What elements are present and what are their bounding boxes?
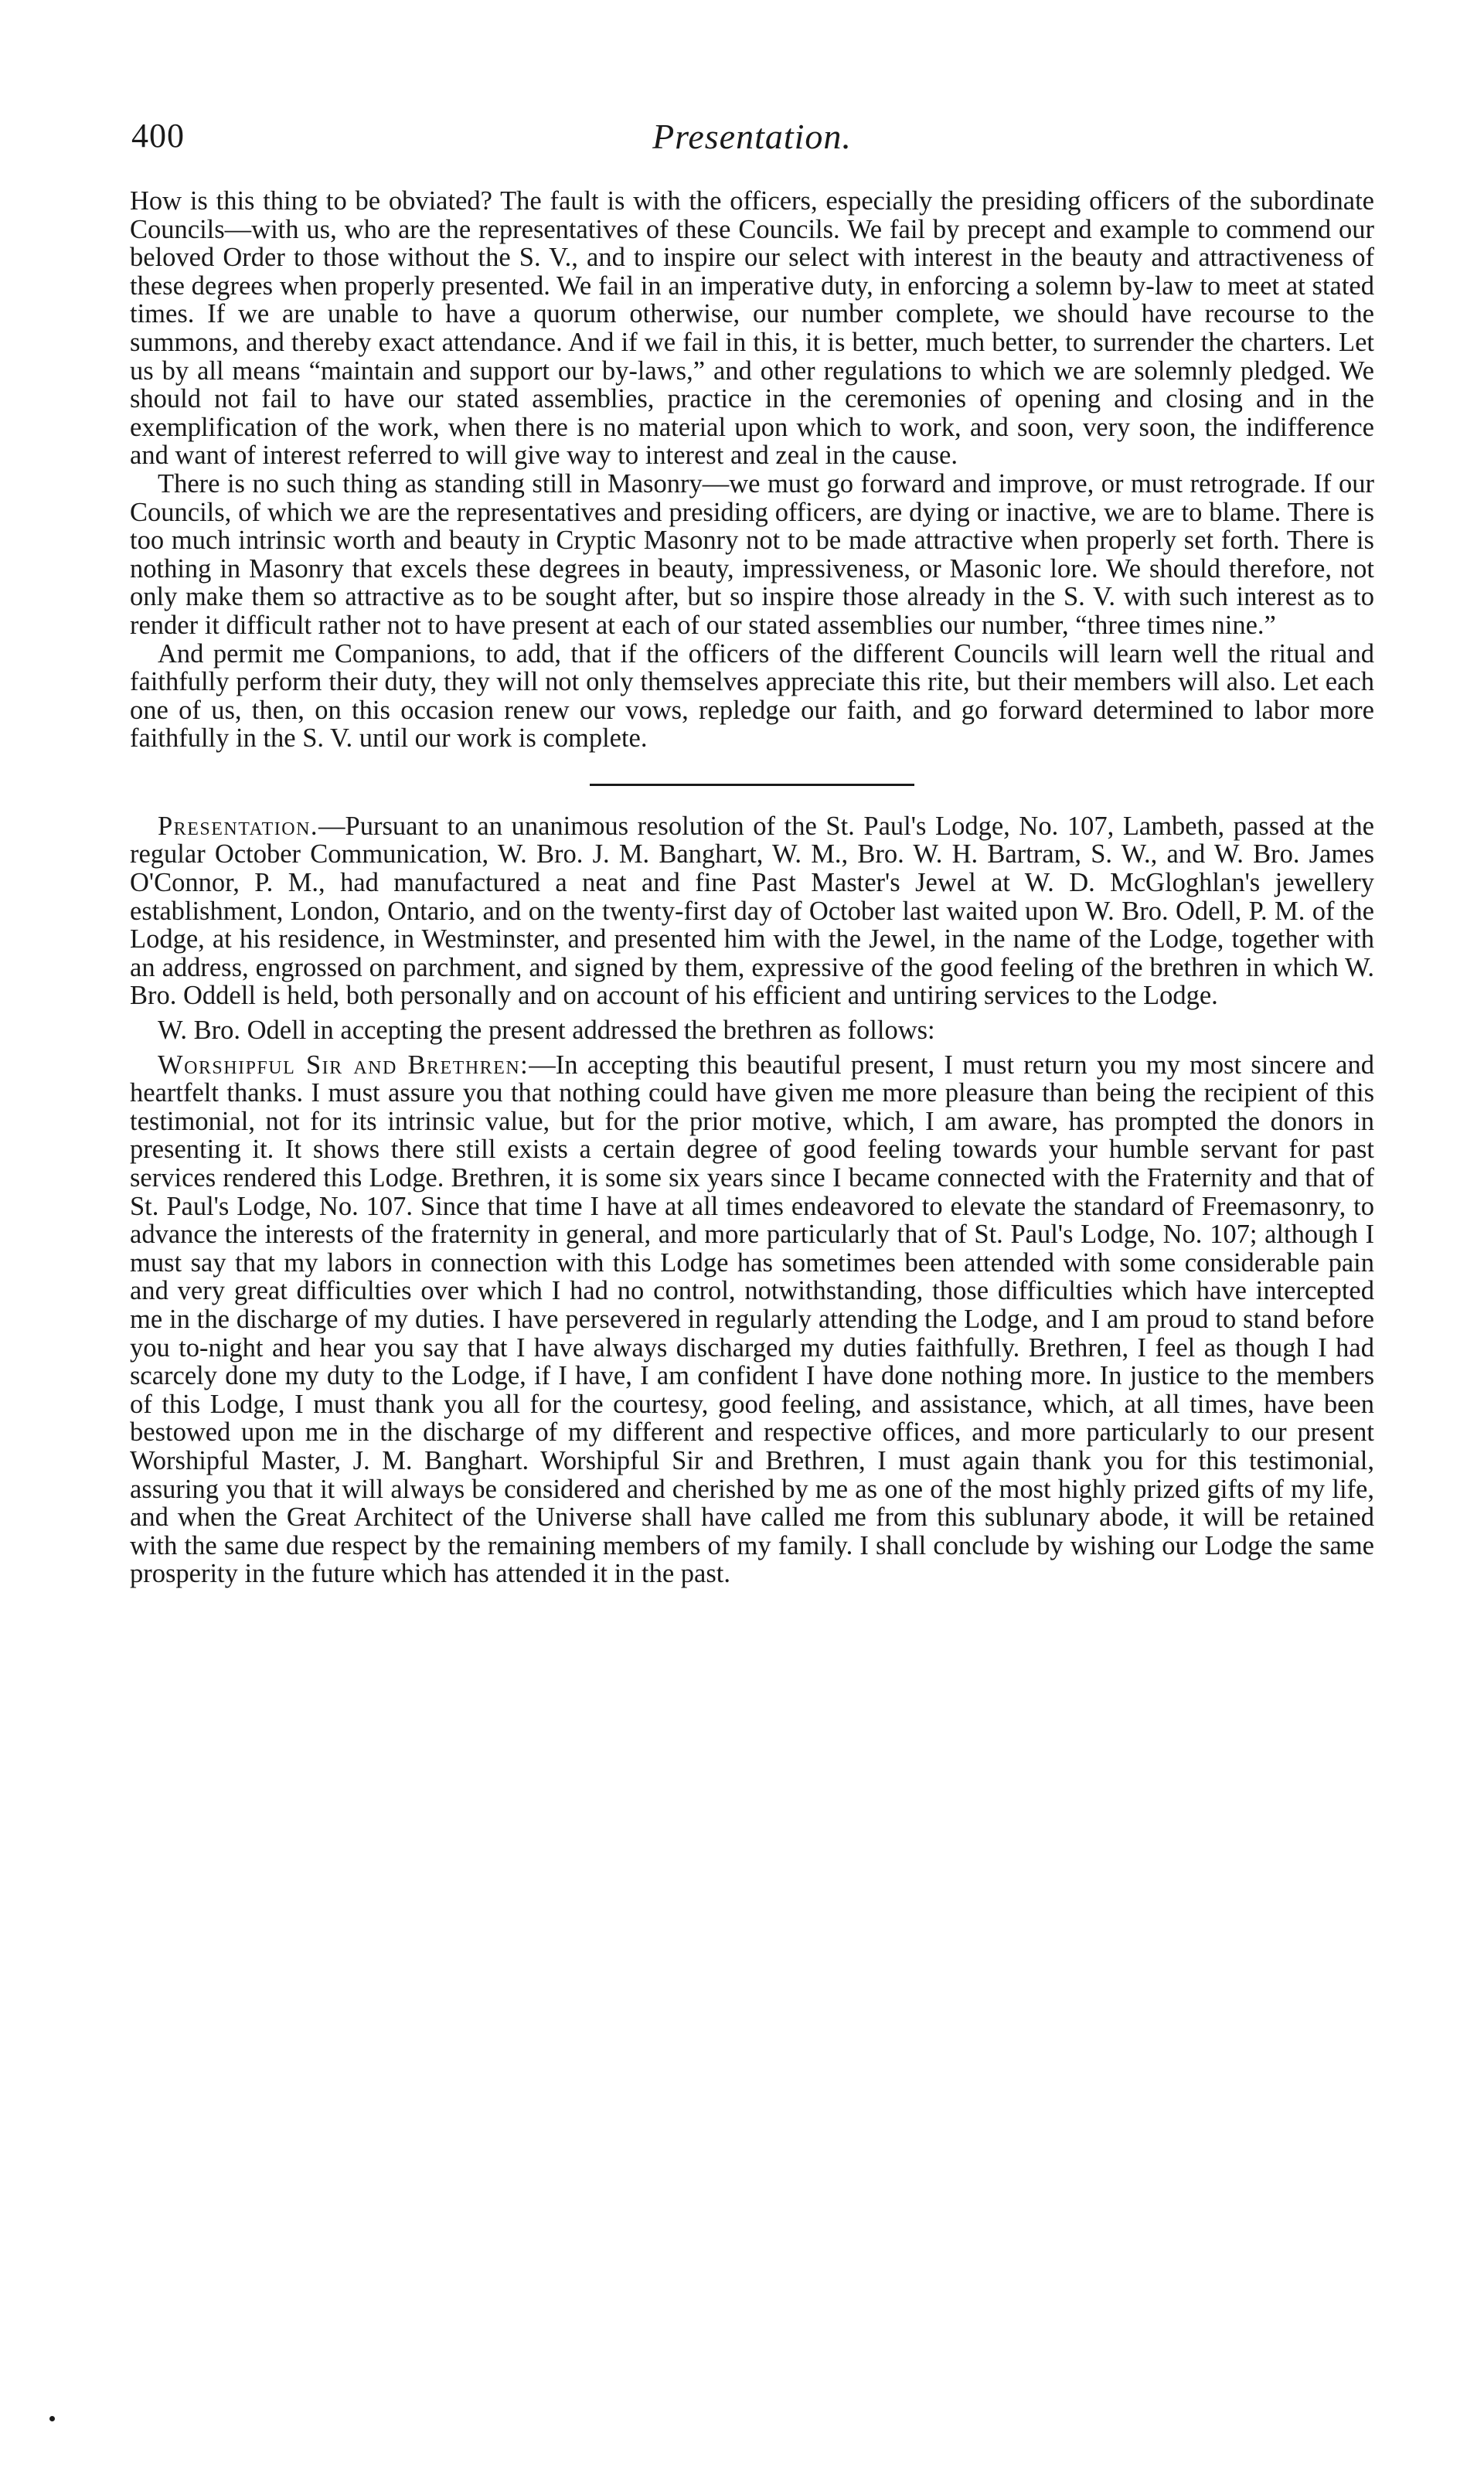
address-paragraph-2: There is no such thing as standing still in Masonry—we must go forward and improve, or must retrograde. If our Councils, of which we are the representatives and presiding officers, are dying or inactive, we are to blame. There is too much intrinsic worth and beauty in Cryptic Masonry not to be made attractive when properly set forth. There is nothing in Masonry that excels these degrees in beauty, impressiveness, or Masonic lore. We should therefore, not only make them so attractive as to be sought after, but so inspire those already in the S. V. with such interest as to render it difficult rather not to have present at each of our stated assemblies our number, “three times nine.”: [130, 468, 1374, 640]
address-paragraph-3: And permit me Companions, to add, that if the officers of the different Councils will learn well the ritual and faithfully perform their duty, they will not only themselves appreciate this rite, but their members will also. Let each one of us, then, on this occasion renew our vows, repledge our faith, and go forward determined to labor more faithfully in the S. V. until our work is complete.: [130, 638, 1374, 754]
running-title: Presentation.: [652, 117, 852, 156]
presentation-paragraph-1: [130, 812, 1374, 1010]
document-page: [130, 116, 1374, 1588]
section-divider: [590, 784, 914, 786]
presentation-paragraph-1-body: —Pursuant to an unanimous resolution of the St. Paul's Lodge, No. 107, Lambeth, passed at the regular October Communication, W. Bro. J. M. Banghart, W. M., Bro. W. H. Bartram, S. W., and W. Bro. James O'Connor, P. M., had manufactured a neat and fine Past Master's Jewel at W. D. McGloghlan's jewellery establishment, London, Ontario, and on the twenty-first day of October last waited upon W. Bro. Odell, P. M. of the Lodge, at his residence, in Westminster, and presented him with the Jewel, in the name of the Lodge, together with an address, engrossed on parchment, and signed by them, expressive of the good feeling of the brethren in which W. Bro. Oddell is held, both personally and on account of his efficient and untiring services to the Lodge.: [130, 811, 1374, 1011]
reply-paragraph: [130, 1051, 1374, 1588]
reply-body: —In accepting this beautiful present, I must return you my most sincere and heartfelt thanks. I must assure you that nothing could have given me more pleasure than being the recipient of this testimonial, not for its intrinsic value, but for the prior motive, which, I am aware, has prompted the donors in presenting it. It shows there still exists a certain degree of good feeling towards your humble servant for past services rendered this Lodge. Brethren, it is some six years since I became connected with the Fraternity and that of St. Paul's Lodge, No. 107. Since that time I have at all times endeavored to elevate the standard of Freemasonry, to advance the interests of the fraternity in general, and more particularly that of St. Paul's Lodge, No. 107; although I must say that my labors in connection with this Lodge has sometimes been attended with some considerable pain and very great difficulties over which I had no control, notwithstanding, those difficulties which have intercepted me in the discharge of my duties. I have persevered in regularly attending the Lodge, and I am proud to stand before you to-night and hear you say that I have always discharged my duties faithfully. Brethren, I feel as though I had scarcely done my duty to the Lodge, if I have, I am confident I have done nothing more. In justice to the members of this Lodge, I must thank you all for the courtesy, good feeling, and assistance, which, at all times, have been bestowed upon me in the discharge of my different and respective offices, and more particularly to our present Worshipful Master, J. M. Banghart. Worshipful Sir and Brethren, I must again thank you for this testimonial, assuring you that it will always be considered and cherished by me as one of the most highly prized gifts of my life, and when the Great Architect of the Universe shall have called me from this sublunary abode, it will be retained with the same due respect by the remaining members of my family. I shall conclude by wishing our Lodge the same prosperity in the future which has attended it in the past.: [130, 1050, 1374, 1589]
reply-salutation: Worshipful Sir and Brethren:: [158, 1050, 529, 1080]
stray-ink-mark: [49, 2416, 55, 2421]
page-number: 400: [131, 117, 185, 155]
presentation-heading: Presentation.: [158, 811, 319, 841]
address-paragraph-1: How is this thing to be obviated? The fault is with the officers, especially the presiding officers of the subordinate Councils—with us, who are the representatives of these Councils. We fail by precept and example to commend our beloved Order to those without the S. V., and to inspire our select with interest in the beauty and attractiveness of these degrees when properly presented. We fail in an imperative duty, in enforcing a solemn by-law to meet at stated times. If we are unable to have a quorum otherwise, our number complete, we should have recourse to the summons, and thereby exact attendance. And if we fail in this, it is better, much better, to surrender the charters. Let us by all means “maintain and support our by-laws,” and other regulations to which we are solemnly pledged. We should not fail to have our stated assemblies, practice in the ceremonies of opening and closing and in the exemplification of the work, when there is no material upon which to work, and soon, very soon, the indifference and want of interest referred to will give way to interest and zeal in the cause.: [130, 186, 1374, 471]
presentation-paragraph-2: W. Bro. Odell in accepting the present addressed the brethren as follows:: [158, 1016, 935, 1046]
running-head: [130, 116, 1374, 170]
